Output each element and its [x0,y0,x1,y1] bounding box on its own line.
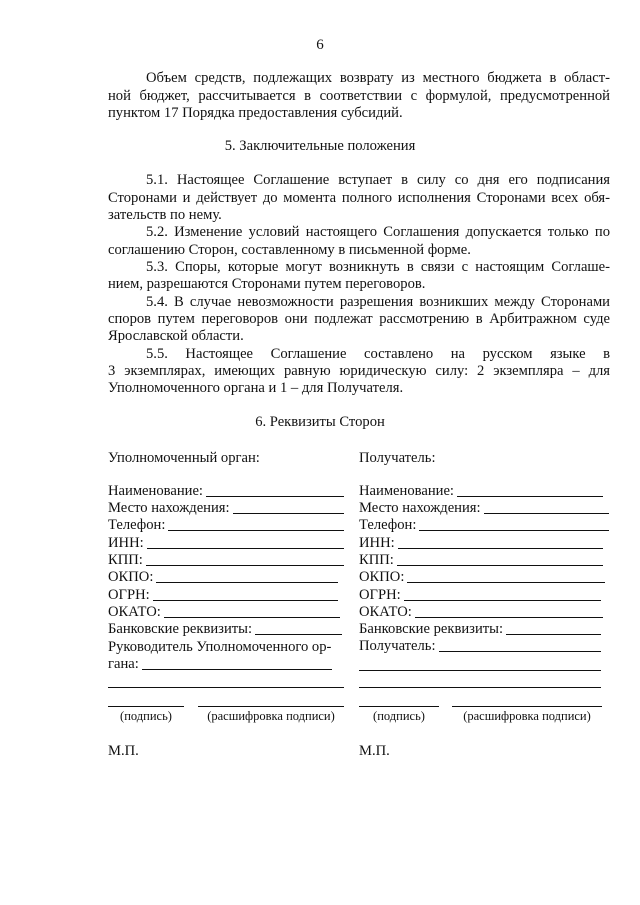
field-label: Банковские реквизиты: [359,621,503,637]
text-line: Уполномоченного органа и 1 – для Получателя. [108,380,404,396]
field-label: ИНН: [359,535,395,551]
signature-caption: (подпись) [373,709,425,723]
recipient-bank-details-field[interactable] [359,621,601,638]
authorized-body-head-label: Руководитель Уполномоченного ор- [108,639,332,655]
fill-line [484,513,609,514]
field-label: ОКАТО: [359,604,412,620]
authorized-body-kpp-field[interactable] [108,552,344,569]
recipient-name-field[interactable] [359,483,603,500]
fill-line [168,530,344,531]
stamp-label: М.П. [108,743,139,759]
fill-line [206,496,344,497]
fill-line [407,582,605,583]
text-line: 5.2. Изменение условий настоящего Соглашения допускается только по [146,224,610,240]
authorized-body-name-field[interactable] [108,483,344,500]
text-line: 3 экземплярах, имеющих равную юридическую силу: 2 экземпляра – для [108,363,610,379]
field-label: Банковские реквизиты: [108,621,252,637]
text-line: зательств по нему. [108,207,222,223]
authorized-body-ogrn-field[interactable] [108,587,338,604]
recipient-okpo-field[interactable] [359,569,605,586]
authorized-body-okpo-field[interactable] [108,569,338,586]
text-line: Сторонами и действует до момента полного исполнения Сторонами всех обя- [108,190,610,206]
field-label: ОКПО: [359,569,405,585]
field-label: Получатель: [359,638,436,654]
fill-line [255,634,342,635]
authorized-body-head-field[interactable] [108,656,332,673]
blank-line [359,670,601,671]
field-label: Место нахождения: [359,500,481,516]
blank-line [108,687,344,688]
recipient-kpp-field[interactable] [359,552,603,569]
signature-line[interactable] [108,706,184,707]
recipient-location-field[interactable] [359,500,609,517]
fill-line [439,651,601,652]
page-number: 6 [316,37,324,53]
recipient-signatory-field[interactable] [359,638,601,655]
authorized-body-okato-field[interactable] [108,604,340,621]
signature-decoding-line[interactable] [198,706,344,707]
fill-line [146,565,344,566]
fill-line [156,582,338,583]
field-label: Место нахождения: [108,500,230,516]
text-line: Объем средств, подлежащих возврату из местного бюджета в област- [146,70,610,86]
authorized-body-title: Уполномоченный орган: [108,450,260,466]
signature-decoding-line[interactable] [452,706,602,707]
fill-line [397,565,603,566]
fill-line [164,617,340,618]
text-line: 5.4. В случае невозможности разрешения возникших между Сторонами [146,294,610,310]
recipient-inn-field[interactable] [359,535,603,552]
field-label: КПП: [359,552,394,568]
section-5-heading: 5. Заключительные положения [224,138,416,154]
text-line: споров путем переговоров они подлежат рассмотрению в Арбитражном суде [108,311,610,327]
blank-line [359,687,601,688]
fill-line [506,634,601,635]
fill-line [147,548,344,549]
text-line: соглашению Сторон, составленному в письменной форме. [108,242,471,258]
field-label: Телефон: [108,517,166,533]
signature-decoding-caption: (расшифровка подписи) [207,709,335,723]
fill-line [398,548,603,549]
field-label: ОКПО: [108,569,154,585]
text-line: 5.1. Настоящее Соглашение вступает в силу со дня его подписания [146,172,610,188]
authorized-body-location-field[interactable] [108,500,344,517]
fill-line [415,617,603,618]
fill-line [153,600,338,601]
recipient-phone-field[interactable] [359,517,609,534]
signature-decoding-caption: (расшифровка подписи) [463,709,591,723]
field-label: КПП: [108,552,143,568]
field-label: гана: [108,656,139,672]
text-line: пунктом 17 Порядка предоставления субсидий. [108,105,403,121]
field-label: Наименование: [108,483,203,499]
recipient-ogrn-field[interactable] [359,587,601,604]
field-label: Телефон: [359,517,417,533]
text-line: 5.3. Споры, которые могут возникнуть в связи с настоящим Соглаше- [146,259,610,275]
field-label: ИНН: [108,535,144,551]
signature-caption: (подпись) [120,709,172,723]
authorized-body-bank-details-field[interactable] [108,621,342,638]
text-line: ной бюджет, рассчитывается в соответствии с формулой, предусмотренной [108,88,610,104]
authorized-body-phone-field[interactable] [108,517,344,534]
section-6-heading: 6. Реквизиты Сторон [255,414,385,430]
text-line: 5.5. Настоящее Соглашение составлено на русском языке в [146,346,610,362]
text-line: нием, разрешаются Сторонами путем переговоров. [108,276,426,292]
fill-line [404,600,601,601]
signature-line[interactable] [359,706,439,707]
field-label: ОГРН: [359,587,401,603]
text-line: Ярославской области. [108,328,244,344]
field-label: Наименование: [359,483,454,499]
stamp-label: М.П. [359,743,390,759]
field-label: ОКАТО: [108,604,161,620]
field-label: ОГРН: [108,587,150,603]
authorized-body-inn-field[interactable] [108,535,344,552]
recipient-okato-field[interactable] [359,604,603,621]
fill-line [142,669,332,670]
fill-line [233,513,344,514]
fill-line [419,530,609,531]
recipient-title: Получатель: [359,450,436,466]
fill-line [457,496,603,497]
